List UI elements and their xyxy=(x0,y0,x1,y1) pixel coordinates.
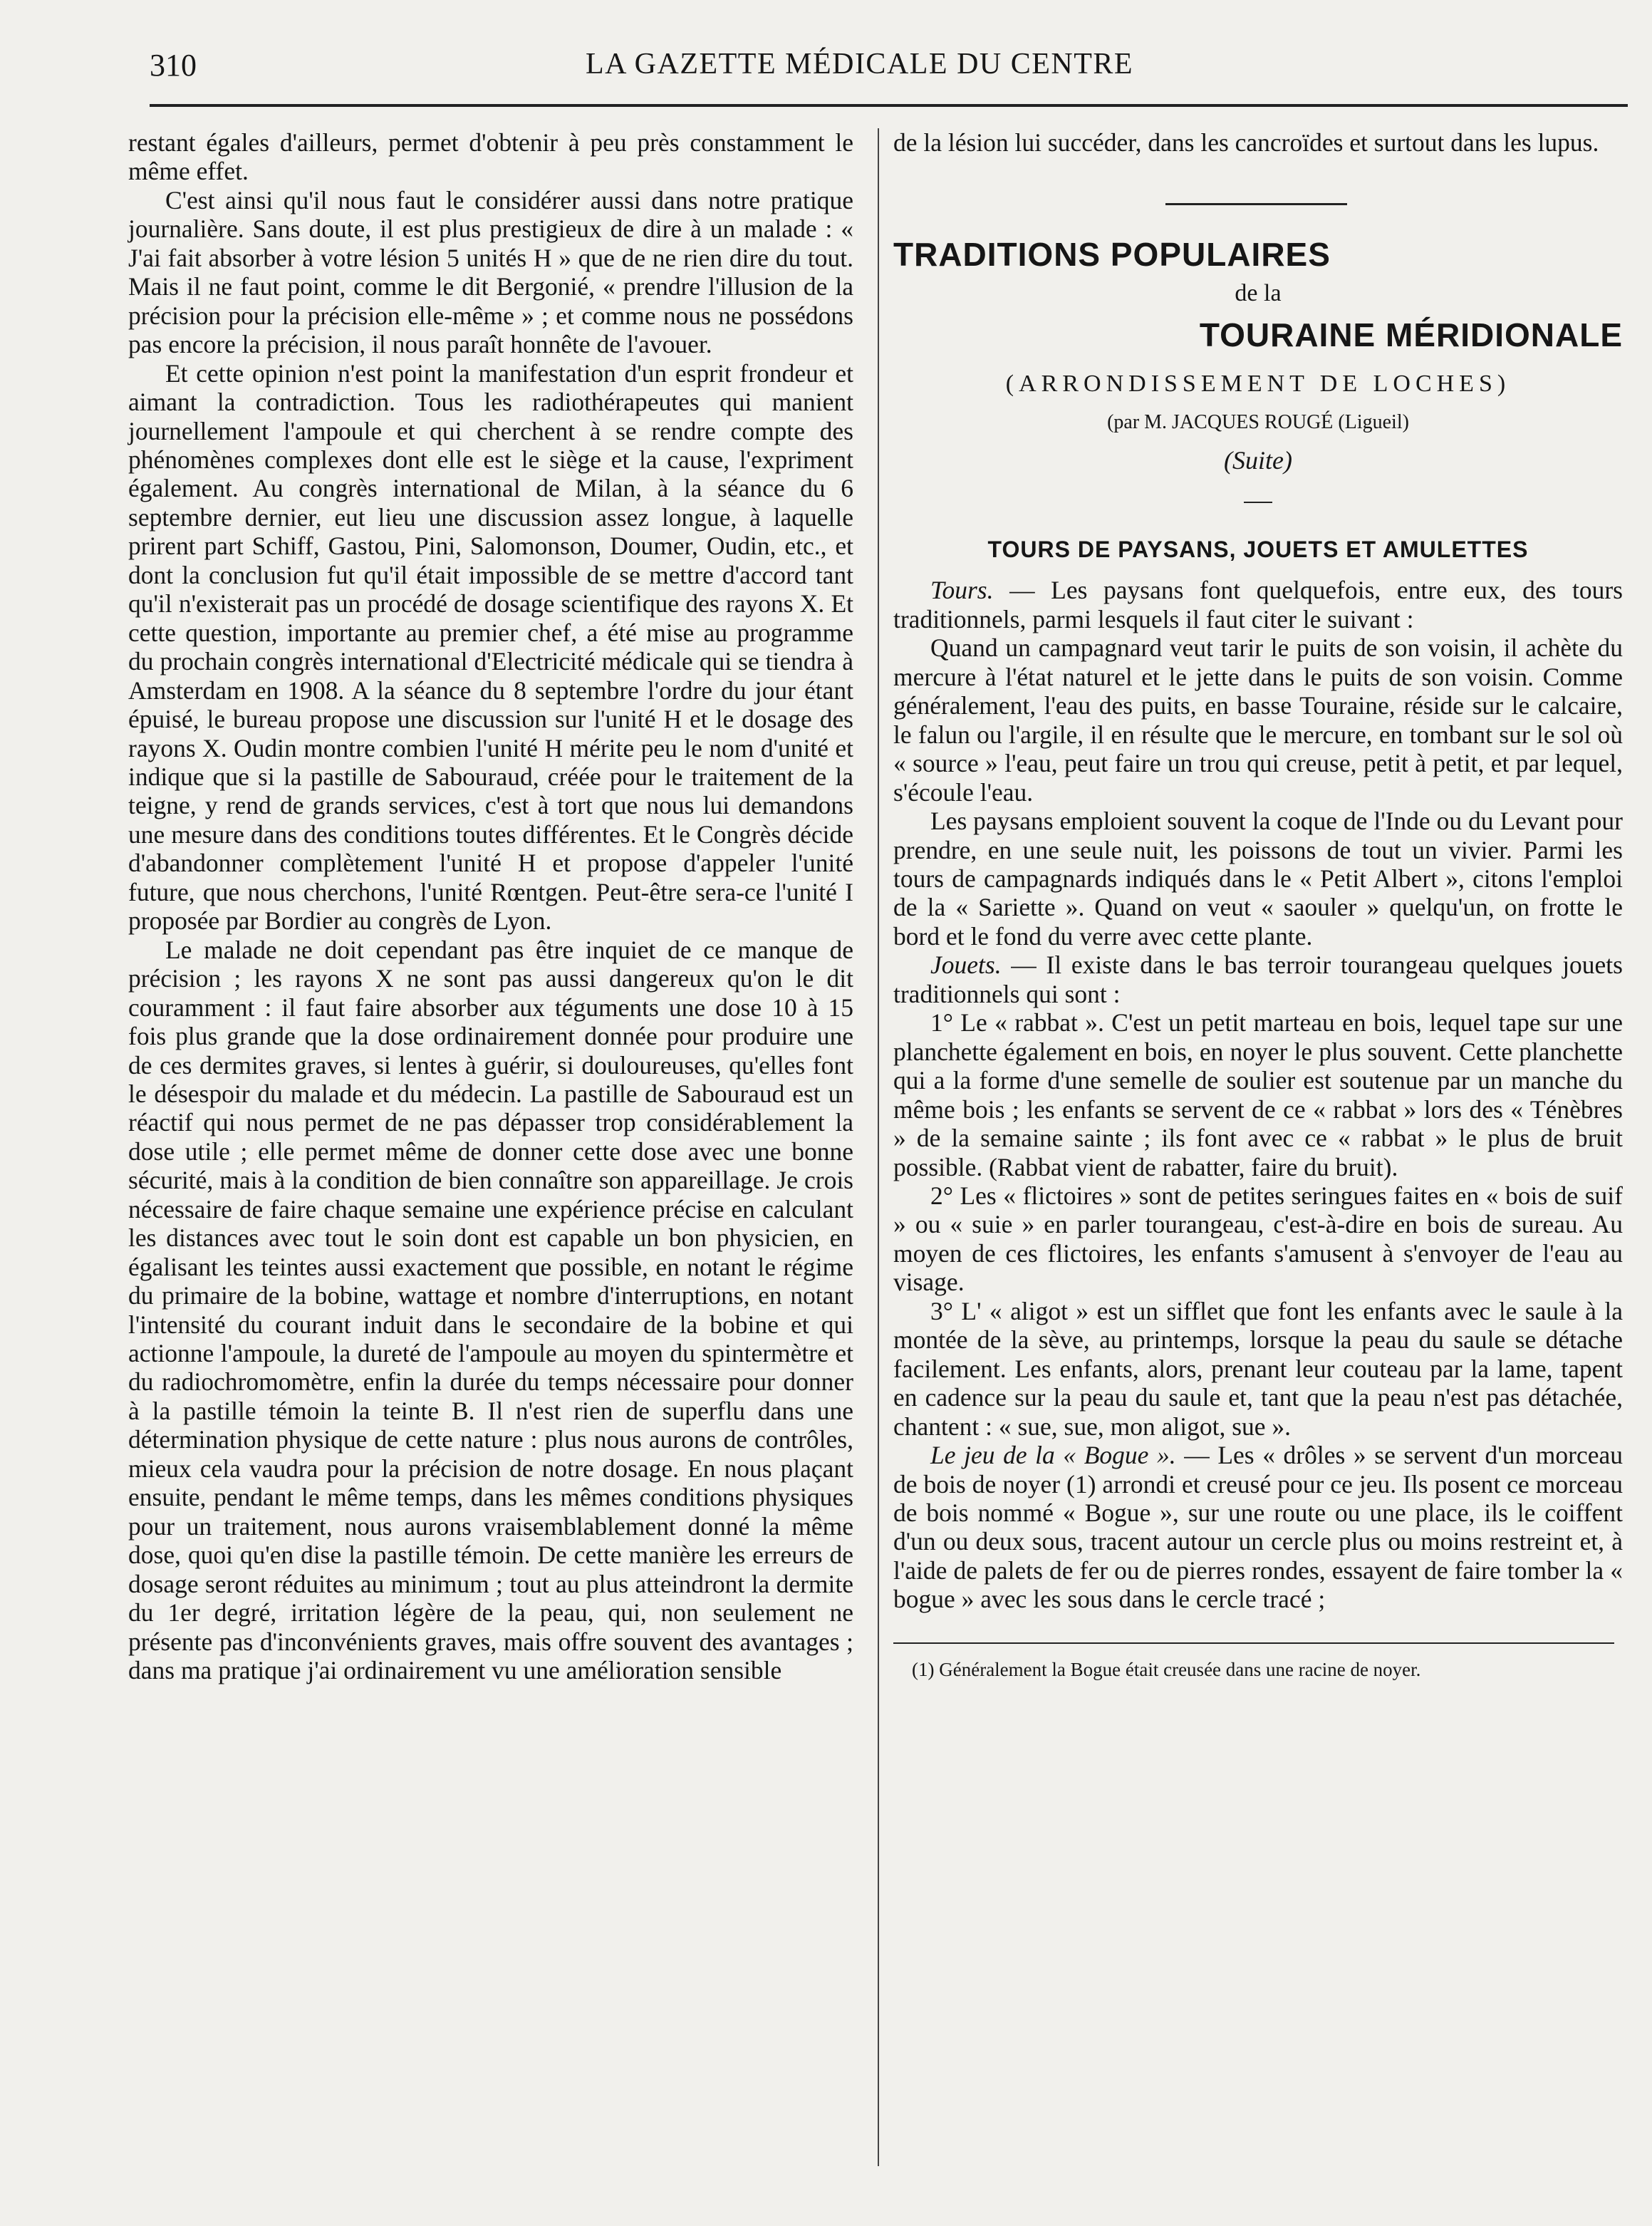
paragraph: Et cette opinion n'est point la manifestation d'un esprit frondeur et aimant la contradiction. Tous les radiothérapeutes qui manient journellement l'ampoule et qui cherchent à se rendre compte des phénomènes complexes dont elle est le siège et la cause, l'expriment également. Au congrès international de Milan, à la séance du 6 septembre dernier, eut lieu une discussion assez longue, à laquelle prirent part Schiff, Gastou, Pini, Salomonson, Doumer, Oudin, etc., et dont la conclusion fut qu'il était impossible de se mettre d'accord tant qu'il n'existerait pas un procédé de dosage scientifique des rayons X. Et cette question, importante au premier chef, a été mise au programme du prochain congrès international d'Electricité médicale qui se tiendra à Amsterdam en 1908. A la séance du 8 septembre l'ordre du jour étant épuisé, le bureau propose une discussion sur l'unité H et le dosage des rayons X. Oudin montre combien l'unité H mérite peu le nom d'unité et indique que si la pastille de Sabouraud, créée pour le traitement de la teigne, y rend de grands services, c'est à tort que nous lui demandons une mesure dans des conditions toutes différentes. Et le Congrès décide d'abandonner complètement l'unité H et propose d'appeler l'unité future, que nous cherchons, l'unité Rœntgen. Peut-être sera-ce l'unité I proposée par Bordier au congrès de Lyon. xyxy=(128,358,853,936)
header-rule xyxy=(150,104,1628,107)
page-number: 310 xyxy=(150,48,197,83)
article-title-region: TOURAINE MÉRIDIONALE xyxy=(1199,316,1623,354)
article-byline: (par M. JACQUES ROUGÉ (Ligueil) xyxy=(1107,411,1409,434)
section-dash xyxy=(1244,502,1272,503)
run-in-heading: Le jeu de la « Bogue ». xyxy=(930,1441,1176,1470)
page-header xyxy=(150,47,1631,90)
article-suite: (Suite) xyxy=(1224,446,1292,475)
article-title: TRADITIONS POPULAIRES xyxy=(893,236,1331,274)
left-column xyxy=(128,128,853,1684)
paragraph: restant égales d'ailleurs, permet d'obtenir à peu près constamment le même effet. xyxy=(128,128,853,186)
paragraph: Jouets. — Il existe dans le bas terroir tourangeau quelques jouets traditionnels qui sont : xyxy=(893,951,1623,1008)
paragraph: Le jeu de la « Bogue ». — Les « drôles » se servent d'un morceau de bois de noyer (1) arrondi et creusé pour ce jeu. Ils posent ce morceau de bois nommé « Bogue », sur une route ou une place, ils le coiffent d'un ou deux sous, tracent autour un cercle plus ou moins restreint et, à l'aide de palets de fer ou de pierres rondes, essayent de faire tomber la « bogue » avec les sous dans le cercle tracé ; xyxy=(893,1441,1623,1614)
paragraph: 3° L' « aligot » est un sifflet que font les enfants avec le saule à la montée de la sève, au printemps, lorsque la peau du saule se détache facilement. Les enfants, alors, prenant leur couteau par la lame, tapent en cadence sur la peau du saule et, tant que la peau n'est pas détachée, chantent : « sue, sue, mon aligot, sue ». xyxy=(893,1296,1623,1441)
paragraph: de la lésion lui succéder, dans les cancroïdes et surtout dans les lupus. xyxy=(893,128,1599,157)
paragraph: Quand un campagnard veut tarir le puits de son voisin, il achète du mercure à l'état naturel et le jette dans le puits de son voisin. Comme généralement, l'eau des puits, en basse Touraine, réside sur le calcaire, le falun ou l'argile, il en résulte que le mercure, en tombant sur le sol où « source » l'eau, peut faire un trou qui creuse, petit à petit, et par lequel, s'écoule l'eau. xyxy=(893,633,1623,807)
article-separator xyxy=(1165,203,1347,205)
paragraph: 1° Le « rabbat ». C'est un petit marteau en bois, lequel tape sur une planchette également en bois, en noyer le plus souvent. Cette planchette qui a la forme d'une semelle de soulier est soutenue par un manche du même bois ; les enfants se servent de ce « rabbat » lors des « Ténèbres » de la semaine sainte ; ils font avec ce « rabbat » le plus de bruit possible. (Rabbat vient de rabatter, faire du bruit). xyxy=(893,1008,1623,1181)
paragraph: Le malade ne doit cependant pas être inquiet de ce manque de précision ; les rayons X ne sont pas aussi dangereux qu'on le dit couramment : il faut faire absorber aux téguments une dose 10 à 15 fois plus grande que la dose ordinairement donnée pour produire une de ces dermites graves, si lentes à guérir, si douloureuses, qu'elles font le désespoir du malade et du médecin. La pastille de Sabouraud est un réactif qui nous permet de ne pas dépasser trop considérablement la dose utile ; elle permet même de donner cette dose avec une bonne sécurité, mais à la condition de bien connaître son appareillage. Je crois nécessaire de faire chaque semaine une expérience précise en calculant les distances avec tout le soin dont est capable un bon physicien, en égalisant les teintes aussi exactement que possible, en notant le régime du primaire de la bobine, wattage et nombre d'interruptions, en notant l'intensité du courant induit dans le secondaire de la bobine et qui actionne l'ampoule, la dureté de l'ampoule au moyen du spintermètre et du radiochromomètre, enfin la durée du temps nécessaire pour donner à la pastille témoin la teinte B. Il n'est rien de superflu dans une détermination physique de cette nature : plus nous aurons de contrôles, mieux cela vaudra pour la précision de notre dosage. En nous plaçant ensuite, pendant le même temps, dans les mêmes conditions physiques pour un traitement, nous aurons vraisemblablement donné la même dose, quoi qu'en dise la pastille témoin. De cette manière les erreurs de dosage seront réduites au minimum ; tout au plus atteindront la dermite du 1er degré, irritation légère de la peau, qui, non seulement ne présente pas d'inconvénients graves, mais offre souvent des avantages ; dans ma pratique j'ai ordinairement vu une amélioration sensible xyxy=(128,935,853,1685)
footnote: (1) Généralement la Bogue était creusée dans une racine de noyer. xyxy=(912,1658,1421,1680)
section-title: TOURS DE PAYSANS, JOUETS ET AMULETTES xyxy=(987,537,1529,563)
column-rule xyxy=(878,128,879,2166)
paragraph: 2° Les « flictoires » sont de petites seringues faites en « bois de suif » ou « suie » en parler tourangeau, c'est-à-dire en bois de sureau. Au moyen de ces flictoires, les enfants s'amusent à s'envoyer de l'eau au visage. xyxy=(893,1181,1623,1297)
paragraph: Les paysans emploient souvent la coque de l'Inde ou du Levant pour prendre, en une seule nuit, les poissons de tout un vivier. Parmi les tours de campagnards indiqués dans le « Petit Albert », citons l'emploi de la « Sariette ». Quand on veut « saouler » quelqu'un, on frotte le bord et le fond du verre avec cette plante. xyxy=(893,807,1623,951)
journal-title: LA GAZETTE MÉDICALE DU CENTRE xyxy=(586,48,1134,81)
run-in-heading: Jouets. xyxy=(930,951,1002,980)
right-column xyxy=(893,128,1623,1684)
article-title-connector: de la xyxy=(1235,280,1282,307)
run-in-heading: Tours. xyxy=(930,576,994,605)
footnote-rule xyxy=(893,1642,1614,1644)
paragraph: C'est ainsi qu'il nous faut le considérer aussi dans notre pratique journalière. Sans doute, il est plus prestigieux de dire à un malade : « J'ai fait absorber à votre lésion 5 unités H » que de ne rien dire du tout. Mais il ne faut point, comme le dit Bergonié, « prendre l'illusion de la précision pour la précision elle-même » ; et comme nous ne possédons pas encore la précision, il nous paraît honnête de l'avouer. xyxy=(128,185,853,359)
paragraph: Tours. — Les paysans font quelquefois, entre eux, des tours traditionnels, parmi lesquels il faut citer le suivant : xyxy=(893,576,1623,633)
article-arrondissement: (ARRONDISSEMENT DE LOCHES) xyxy=(1005,371,1511,398)
